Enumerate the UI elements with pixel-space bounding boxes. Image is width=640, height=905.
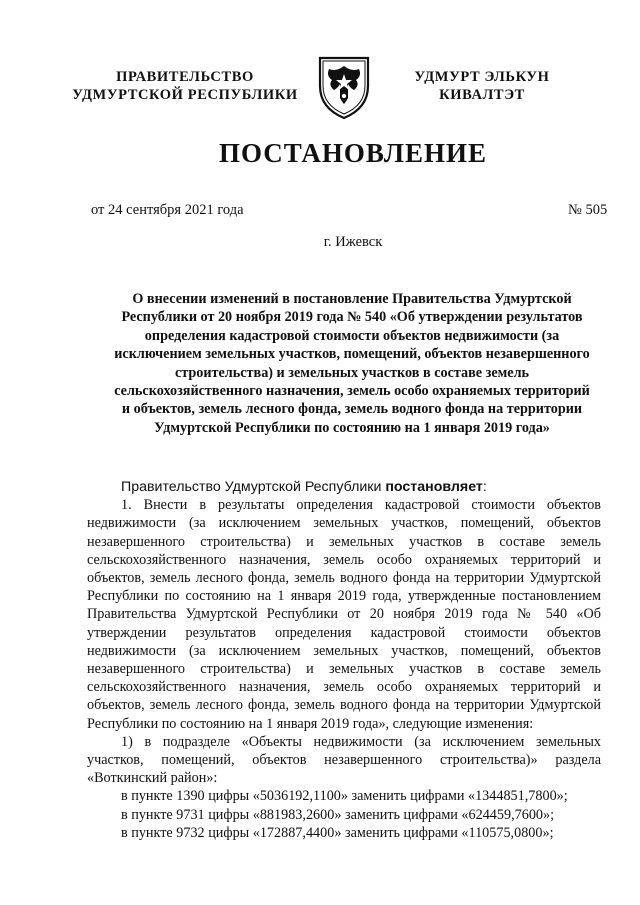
left-organization-name	[70, 68, 300, 104]
intro-suffix: :	[482, 479, 487, 495]
document-date: от 24 сентября 2021 года	[91, 202, 244, 218]
right-org-line-2: КИВАЛТЭТ	[439, 87, 525, 103]
left-org-line-1: ПРАВИТЕЛЬСТВО	[116, 69, 254, 85]
document-city: г. Ижевск	[323, 234, 383, 250]
paragraph-1: 1. Внести в результаты определения кадастровой стоимости объектов недвижимости (за исключением земельных участков, помещений, объектов незавершенного строительства) и земельных участков в составе земель сельскохозяйственного назначения, земель особо охраняемых территорий и объектов, земель лесного фонда, земель водного фонда на территории Удмуртской Республики по состоянию на 1 января 2019 года, утвержденные постановлением Правительства Удмуртской Республики от 20 ноября 2019 года № 540 «Об утверждении результатов определения кадастровой стоимости объектов недвижимости (за исключением земельных участков, помещений, объектов незавершенного строительства) и земельных участков в составе земель сельскохозяйственного назначения, земель особо охраняемых территорий и объектов, земель лесного фонда, земель водного фонда на территории Удмуртской Республики по состоянию на 1 января 2019 года», следующие изменения:	[87, 497, 601, 732]
list-item: в пункте 1390 цифры «5036192,1100» заменить цифрами «1344851,7800»;	[121, 788, 568, 805]
subpoint-1: 1) в подразделе «Объекты недвижимости (за исключением земельных участков, помещений, объектов незавершенного строительства)» раздела «Воткинский район»:	[87, 733, 601, 787]
intro-line	[87, 478, 601, 496]
udmurt-coat-of-arms-icon	[316, 52, 372, 120]
list-item: в пункте 9731 цифры «881983,2600» заменить цифрами «624459,7600»;	[121, 806, 555, 823]
document-number: № 505	[568, 202, 608, 218]
document-title: ПОСТАНОВЛЕНИЕ	[218, 138, 488, 168]
list-item: в пункте 9732 цифры «172887,4400» заменить цифрами «110575,0800»;	[121, 824, 554, 841]
left-org-line-2: УДМУРТСКОЙ РЕСПУБЛИКИ	[72, 87, 298, 103]
right-org-line-1: УДМУРТ ЭЛЬКУН	[414, 69, 550, 85]
document-subject: О внесении изменений в постановление Правительства Удмуртской Республики от 20 ноября 2019 года № 540 «Об утверждении результатов определения кадастровой стоимости объектов недвижимости (за исключением земельных участков, помещений, объектов незавершенного строительства) и земельных участков в составе земель сельскохозяйственного назначения, земель особо охраняемых территорий и объектов, земель лесного фонда, земель водного фонда на территории Удмуртской Республики по состоянию на 1 января 2019 года»	[114, 291, 590, 436]
right-organization-name	[382, 68, 582, 104]
intro-prefix: Правительство Удмуртской Республики	[121, 479, 386, 495]
document-body	[87, 478, 601, 842]
intro-keyword: постановляет	[385, 479, 483, 495]
